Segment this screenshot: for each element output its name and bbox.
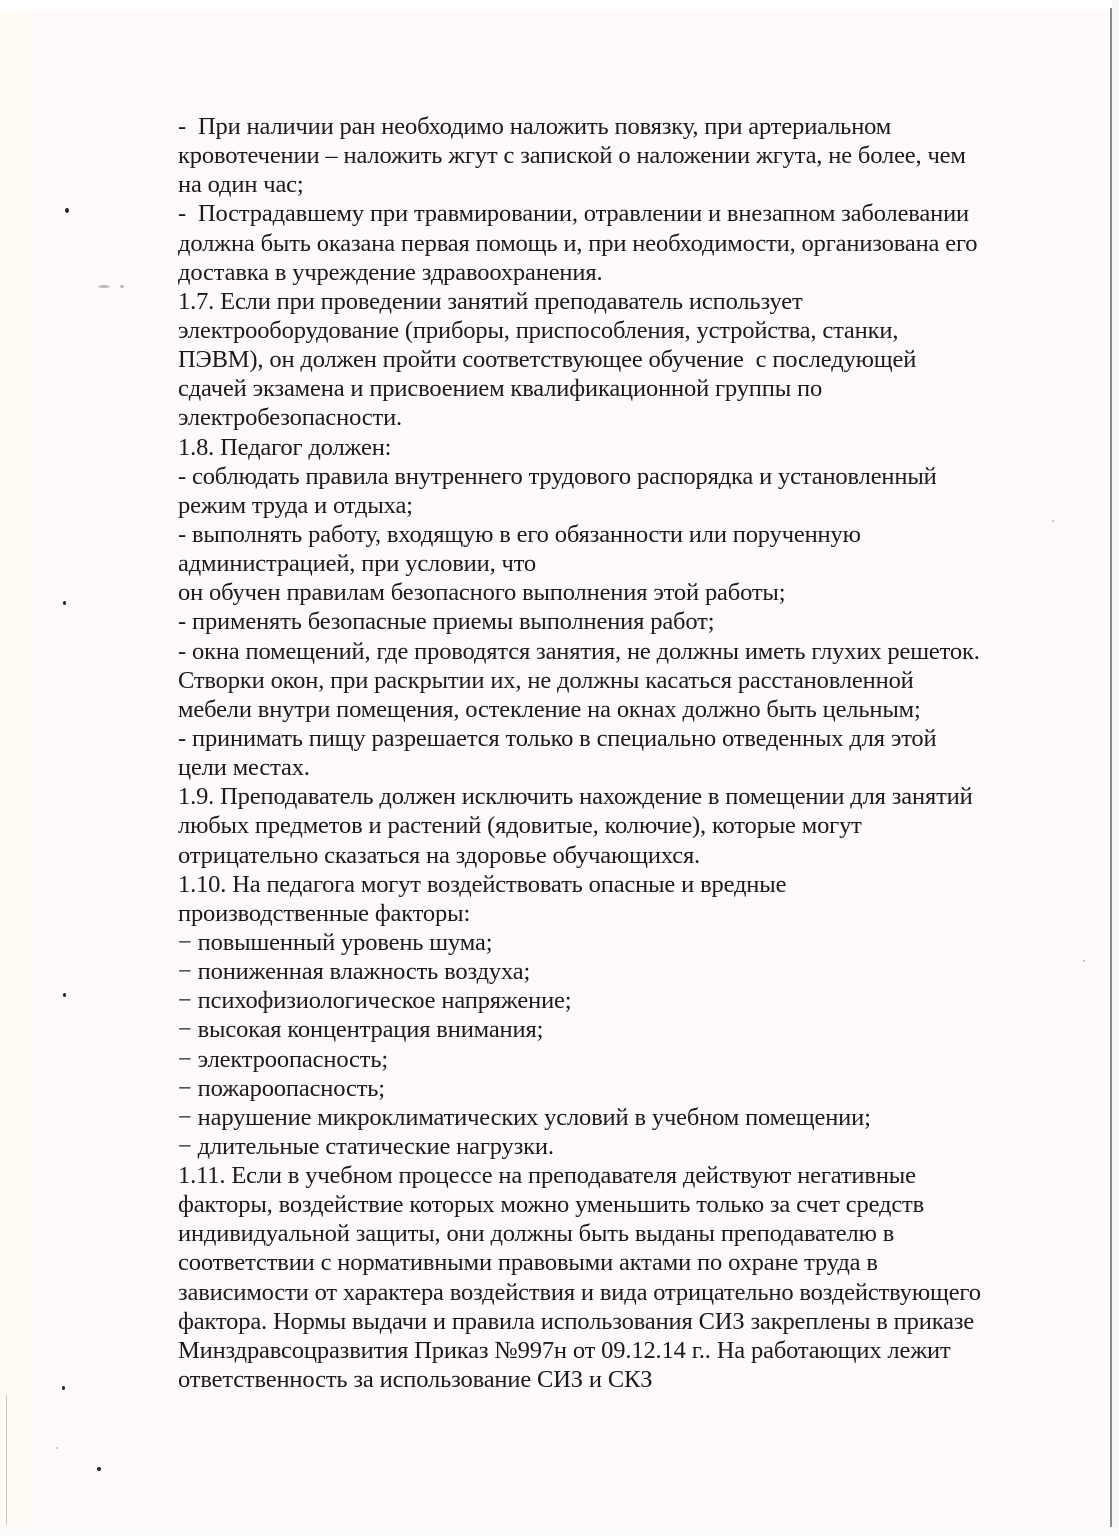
text-line: индивидуальной защиты, они должны быть выданы преподавателю в	[178, 1220, 895, 1248]
scan-speck	[62, 1386, 65, 1390]
text-line: - При наличии ран необходимо наложить повязку, при артериальном	[178, 113, 892, 140]
text-line: − нарушение микроклиматических условий в учебном помещении;	[178, 1103, 871, 1131]
scan-edge-line	[6, 1395, 7, 1525]
document-body	[178, 112, 1078, 1394]
text-line: - Пострадавшему при травмировании, отравлении и внезапном заболевании	[178, 200, 970, 228]
scan-speck	[97, 1467, 101, 1471]
text-line: - выполнять работу, входящую в его обязанности или порученную	[178, 520, 861, 548]
text-line: 1.10. На педагога могут воздействовать опасные и вредные	[178, 870, 787, 898]
text-line: должна быть оказана первая помощь и, при необходимости, организована его	[178, 229, 978, 257]
text-line: ПЭВМ), он должен пройти соответствующее обучение с последующей	[178, 346, 917, 374]
text-line: отрицательно сказаться на здоровье обучающихся.	[178, 841, 701, 869]
scan-speck	[65, 208, 69, 213]
text-line: − пониженная влажность воздуха;	[178, 958, 531, 986]
scan-speck	[63, 993, 66, 997]
scan-speck	[56, 1447, 58, 1449]
text-line: - принимать пищу разрешается только в специально отведенных для этой	[178, 724, 937, 752]
text-line: на один час;	[178, 171, 304, 199]
scan-speck	[63, 601, 66, 605]
scan-left-edge	[0, 10, 30, 1530]
text-line: − повышенный уровень шума;	[178, 928, 493, 956]
scan-speck	[1083, 960, 1085, 962]
text-line: электрооборудование (приборы, приспособления, устройства, станки,	[178, 316, 899, 344]
text-line: электробезопасности.	[178, 404, 403, 432]
text-line: Минздравсоцразвития Приказ №997н от 09.12.14 г.. На работающих лежит	[178, 1336, 951, 1364]
text-line: режим труда и отдыха;	[178, 491, 413, 519]
text-line: Створки окон, при раскрытии их, не должны касаться расстановленной	[178, 666, 914, 694]
text-line: 1.7. Если при проведении занятий преподаватель использует	[178, 287, 803, 315]
text-line: доставка в учреждение здравоохранения.	[178, 258, 603, 286]
text-line: − длительные статические нагрузки.	[178, 1132, 554, 1160]
text-line: - соблюдать правила внутреннего трудового распорядка и установленный	[178, 462, 937, 490]
text-line: зависимости от характера воздействия и вида отрицательно воздействующего	[178, 1278, 981, 1306]
text-line: − высокая концентрация внимания;	[178, 1016, 544, 1044]
text-line: ответственность за использование СИЗ и СКЗ	[178, 1366, 653, 1394]
text-line: любых предметов и растений (ядовитые, колючие), которые могут	[178, 812, 862, 840]
text-line: − пожароопасность;	[178, 1074, 385, 1102]
text-line: фактора. Нормы выдачи и правила использования СИЗ закреплены в приказе	[178, 1307, 975, 1335]
text-line: цели местах.	[178, 754, 310, 782]
text-line: мебели внутри помещения, остекление на окнах должно быть цельным;	[178, 695, 921, 723]
text-line: кровотечении – наложить жгут с запиской о наложении жгута, не более, чем	[178, 142, 966, 170]
scan-right-edge	[1112, 0, 1119, 1536]
text-line: 1.11. Если в учебном процессе на преподавателя действуют негативные	[178, 1162, 916, 1190]
text-line: - применять безопасные приемы выполнения работ;	[178, 608, 715, 636]
text-line: соответствии с нормативными правовыми актами по охране труда в	[178, 1249, 878, 1277]
scan-speck	[120, 285, 124, 288]
text-line: − электроопасность;	[178, 1045, 388, 1073]
scan-top-edge	[0, 0, 1119, 10]
text-line: сдачей экзамена и присвоением квалификационной группы по	[178, 375, 823, 403]
scan-bottom-edge	[0, 1527, 1119, 1536]
text-line: - окна помещений, где проводятся занятия, не должны иметь глухих решеток.	[178, 637, 980, 665]
text-line: администрацией, при условии, что	[178, 550, 537, 578]
text-line: он обучен правилам безопасного выполнения этой работы;	[178, 579, 786, 607]
text-line: факторы, воздействие которых можно уменьшить только за счет средств	[178, 1191, 925, 1219]
text-line: 1.8. Педагог должен:	[178, 433, 392, 461]
text-line: − психофизиологическое напряжение;	[178, 987, 572, 1015]
text-line: 1.9. Преподаватель должен исключить нахождение в помещении для занятий	[178, 783, 973, 811]
scan-speck	[98, 285, 110, 288]
text-line: производственные факторы:	[178, 899, 471, 927]
